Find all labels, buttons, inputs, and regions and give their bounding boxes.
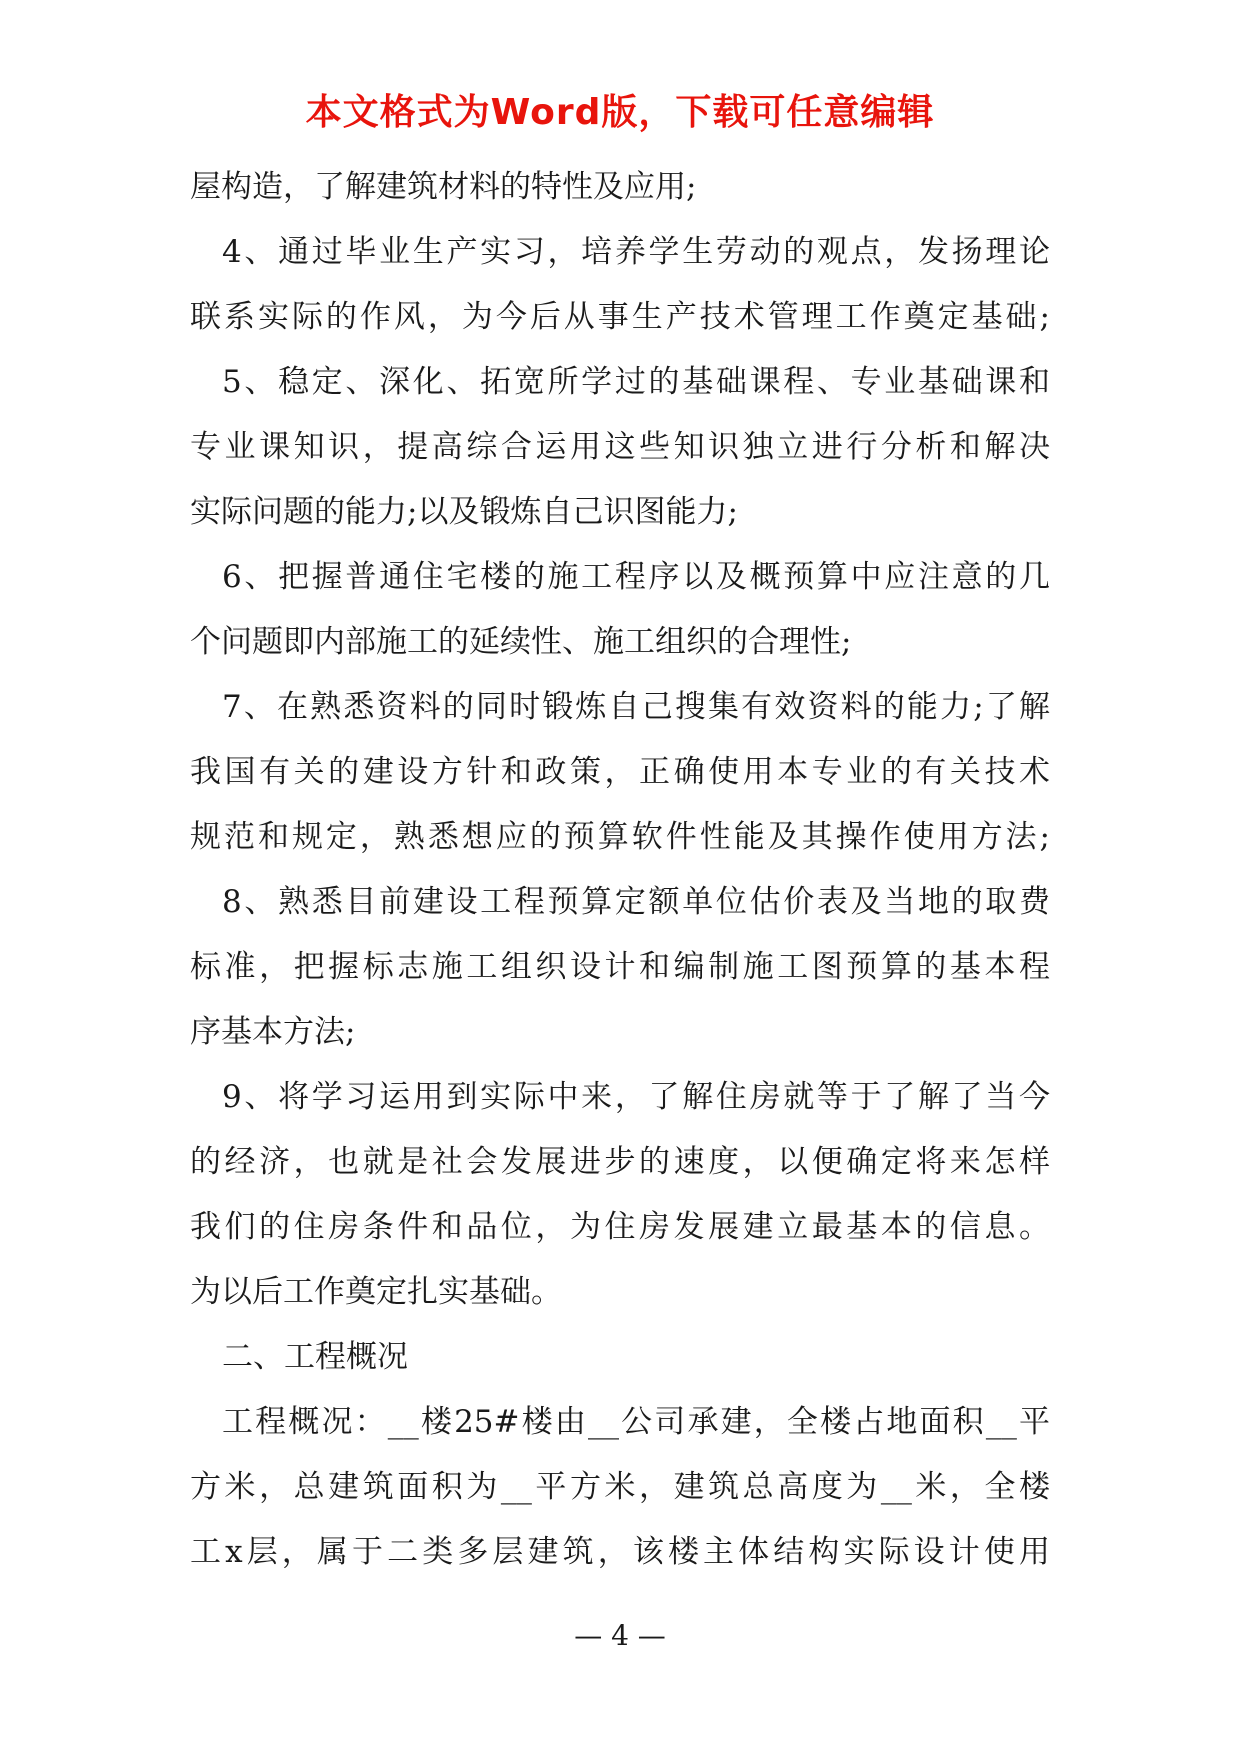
body-line: 专业课知识，提高综合运用这些知识独立进行分析和解决	[190, 429, 1050, 465]
body-line: 6、把握普通住宅楼的施工程序以及概预算中应注意的几	[222, 559, 1050, 595]
body-line: 我国有关的建设方针和政策，正确使用本专业的有关技术	[190, 754, 1050, 790]
body-line: 的经济，也就是社会发展进步的速度，以便确定将来怎样	[190, 1144, 1050, 1180]
body-line: 4、通过毕业生产实习，培养学生劳动的观点，发扬理论	[222, 234, 1050, 270]
body-line: 工x层，属于二类多层建筑，该楼主体结构实际设计使用	[190, 1534, 1050, 1570]
body-line: 9、将学习运用到实际中来，了解住房就等于了解了当今	[222, 1079, 1050, 1115]
body-line: 8、熟悉目前建设工程预算定额单位估价表及当地的取费	[222, 884, 1050, 920]
page-number: — 4 —	[574, 1619, 666, 1652]
body-line: 屋构造，了解建筑材料的特性及应用;	[190, 169, 697, 205]
section-heading: 二、工程概况	[222, 1339, 408, 1375]
body-line: 方米，总建筑面积为__平方米，建筑总高度为__米，全楼	[190, 1469, 1050, 1505]
body-line: 规范和规定，熟悉想应的预算软件性能及其操作使用方法;	[190, 819, 1050, 855]
body-line: 实际问题的能力;以及锻炼自己识图能力;	[190, 494, 738, 530]
body-line: 5、稳定、深化、拓宽所学过的基础课程、专业基础课和	[222, 364, 1050, 400]
body-line: 工程概况：__楼25#楼由__公司承建，全楼占地面积__平	[222, 1404, 1050, 1440]
body-line: 我们的住房条件和品位，为住房发展建立最基本的信息。	[190, 1209, 1050, 1245]
body-line: 为以后工作奠定扎实基础。	[190, 1274, 562, 1310]
body-line: 标准，把握标志施工组织设计和编制施工图预算的基本程	[190, 949, 1050, 985]
body-line: 个问题即内部施工的延续性、施工组织的合理性;	[190, 624, 852, 660]
body-line: 序基本方法;	[190, 1014, 356, 1050]
body-line: 联系实际的作风，为今后从事生产技术管理工作奠定基础;	[190, 299, 1050, 335]
body-line: 7、在熟悉资料的同时锻炼自己搜集有效资料的能力;了解	[222, 689, 1050, 725]
page-header-title: 本文格式为Word版，下载可任意编辑	[305, 92, 935, 133]
